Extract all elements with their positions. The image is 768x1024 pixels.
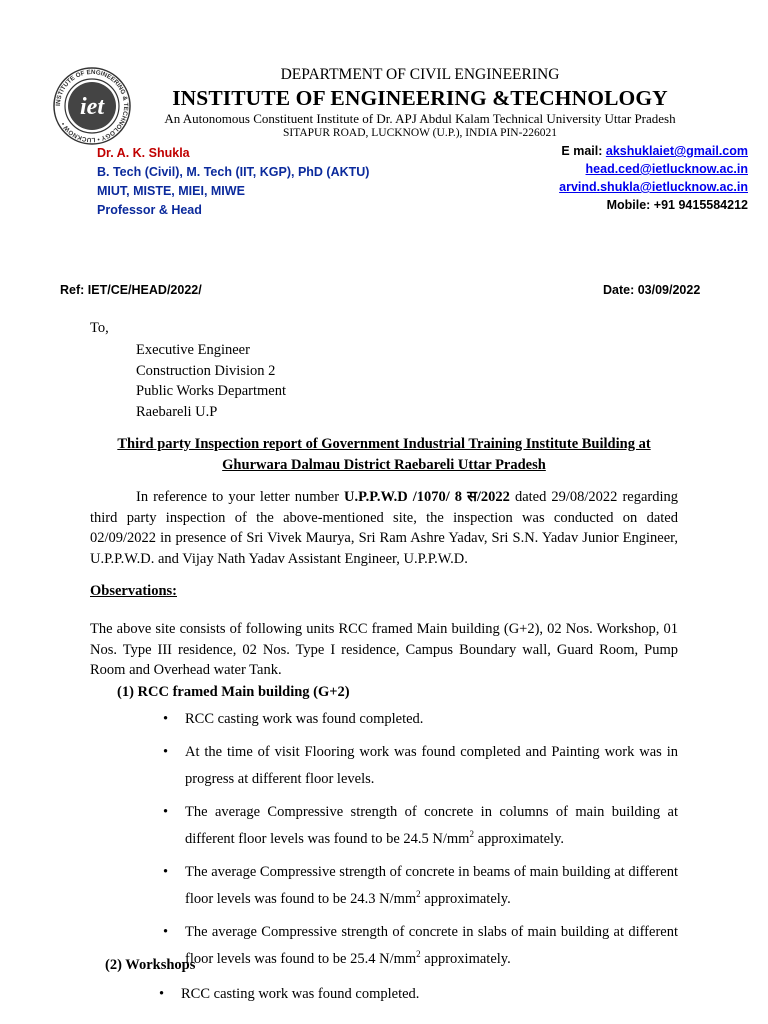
mobile-number: Mobile: +91 9415584212 — [606, 198, 748, 212]
section-workshops-title: (2) Workshops — [105, 957, 196, 973]
department-name: DEPARTMENT OF CIVIL ENGINEERING — [280, 66, 560, 83]
letter-date: Date: 03/09/2022 — [603, 283, 701, 297]
email-link-2[interactable]: head.ced@ietlucknow.ac.in — [585, 162, 748, 176]
bullet-icon: • — [159, 986, 165, 1002]
list-item: • The average Compressive strength of concrete in beams of main building at different floor levels was found to be 24.3 $N/mm^2$ approximately. — [185, 859, 678, 913]
list-item: • At the time of visit Flooring work was found completed and Painting work was in progress at different floor levels. — [185, 739, 678, 793]
reference-paragraph — [90, 487, 678, 569]
observations-heading: Observations: — [90, 583, 177, 599]
site-units-paragraph: The above site consists of following units RCC framed Main building (G+2), 02 Nos. Workshop, 01 Nos. Type III residence, 02 Nos. Type I residence, Campus Boundary wall, Guard Room, Pump Room and Overhead water Tank. — [90, 621, 678, 678]
contact-block — [559, 142, 748, 214]
main-building-bullets — [163, 706, 678, 979]
letter-number: U.P.P.W.D /1070/ 8 स/2022 — [344, 489, 510, 505]
institute-name: INSTITUTE OF ENGINEERING &TECHNOLOGY — [172, 86, 668, 110]
bullet-icon: • — [163, 711, 169, 727]
list-item: • RCC casting work was found completed. — [181, 981, 674, 1008]
recipient-line: Construction Division 2 — [136, 362, 276, 379]
logo-seal-icon — [52, 66, 132, 146]
sender-block — [97, 144, 369, 220]
to-label: To, — [90, 320, 109, 336]
list-item: • The average Compressive strength of concrete in slabs of main building at different floor levels was found to be 25.4 $N/mm^2$ approximately. — [185, 919, 678, 973]
workshops-bullets — [159, 981, 674, 1014]
institute-logo — [52, 66, 132, 146]
sender-name: Dr. A. K. Shukla — [97, 146, 190, 160]
bullet-icon: • — [163, 924, 169, 940]
institute-address: SITAPUR ROAD, LUCKNOW (U.P.), INDIA PIN-226021 — [283, 127, 557, 139]
list-item: • The average Compressive strength of concrete in columns of main building at different floor levels was found to be 24.5 $N/mm^2$ approximately. — [185, 799, 678, 853]
email-link-1[interactable]: akshuklaiet@gmail.com — [605, 144, 748, 158]
section-main-building-title: (1) RCC framed Main building (G+2) — [117, 684, 350, 700]
sender-degrees: B. Tech (Civil), M. Tech (IIT, KGP), PhD (AKTU) — [97, 165, 370, 179]
bullet-icon: • — [163, 864, 169, 880]
recipient-address — [136, 340, 286, 422]
sender-memberships: MIUT, MISTE, MIEI, MIWE — [97, 184, 245, 198]
logo-ring-text: INSTITUTE OF ENGINEERING & TECHNOLOGY • LUCKNOW • — [54, 68, 130, 144]
recipient-line: Public Works Department — [136, 383, 286, 399]
sender-designation: Professor & Head — [97, 203, 202, 217]
subject-line-2: Ghurwara Dalmau District Raebareli Uttar Pradesh — [222, 457, 546, 473]
bullet-icon: • — [163, 744, 169, 760]
letter-subject — [90, 434, 678, 476]
para1-pre: In reference to your letter number — [136, 489, 345, 505]
list-item: • RCC casting work was found completed. — [185, 706, 678, 733]
email-link-3[interactable]: arvind.shukla@ietlucknow.ac.in — [559, 180, 748, 194]
svg-text:iet: iet — [80, 94, 104, 120]
reference-number: Ref: IET/CE/HEAD/2022/ — [60, 283, 202, 297]
recipient-line: Raebareli U.P — [136, 403, 218, 420]
bullet-icon: • — [163, 804, 169, 820]
para1-post: dated 29/08/2022 regarding third party inspection of the above-mentioned site, the inspection was conducted on dated 02/09/2022 in presence of Sri Vivek Maurya, Sri Ram Ashre Yadav, Sri S.N. Yadav Junior Engineer, U.P.P.W.D. and Vijay Nath Yadav Assistant Engineer, U.P.P.W.D. — [90, 489, 678, 567]
recipient-line: Executive Engineer — [136, 342, 250, 358]
email-label: E mail: — [561, 144, 606, 158]
subject-line-1: Third party Inspection report of Government Industrial Training Institute Building at — [117, 436, 651, 452]
autonomous-line: An Autonomous Constituent Institute of Dr. APJ Abdul Kalam Technical University Uttar Pradesh — [164, 111, 676, 126]
